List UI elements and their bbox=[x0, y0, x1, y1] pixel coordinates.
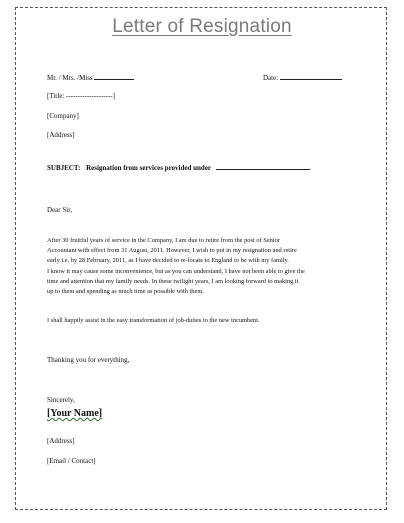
paragraph-line: After 30 fruitful years of service in the Company, I am due to retire from the post of Senior bbox=[47, 237, 280, 244]
subject-label: SUBJECT: bbox=[47, 164, 81, 172]
recipient-label: Mr. / Mrs. /Miss bbox=[47, 74, 93, 82]
paragraph-line: early i.e. by 28 February, 2011, as I have decided to re-locate to England to be with my family. bbox=[47, 257, 289, 265]
date-label: Date: bbox=[263, 74, 279, 82]
paragraph-line: up to them and spending as much time as possible with them. bbox=[47, 288, 204, 296]
salutation: Dear Sir, bbox=[47, 206, 72, 214]
subject-line bbox=[47, 162, 310, 173]
address-field: [Address] bbox=[47, 131, 75, 139]
closing-line: Sincerely, bbox=[47, 396, 75, 404]
your-name bbox=[47, 408, 102, 419]
sender-contact: [Email / Contact] bbox=[47, 457, 96, 465]
paragraph-line: I shall happily assist in the easy transformation of job-duties to the new incumbent. bbox=[47, 317, 260, 324]
sender-address: [Address] bbox=[47, 437, 75, 445]
date-blank[interactable] bbox=[280, 72, 342, 80]
subject-period: . bbox=[308, 164, 311, 172]
date-line bbox=[263, 72, 342, 83]
paragraph-line: Accountant with effect from 31 August, 2011. However, I wish to put in my resignation and retire bbox=[47, 247, 297, 255]
paragraph-line: I know it may cause some inconvenience, but as you can understand, I have not been able to give the bbox=[47, 267, 305, 275]
company-field: [Company] bbox=[47, 112, 79, 120]
thanks-line: Thanking you for everything, bbox=[47, 356, 130, 364]
title-field: [Title: --------------------] bbox=[47, 92, 115, 100]
letter-title: Letter of Resignation bbox=[112, 16, 292, 37]
body-paragraph-2 bbox=[47, 316, 367, 326]
body-paragraph-1 bbox=[47, 236, 367, 297]
recipient-line bbox=[47, 72, 134, 83]
your-name-text: [Your Name] bbox=[47, 408, 103, 419]
subject-text: Resignation from services provided under bbox=[86, 164, 211, 172]
subject-blank[interactable] bbox=[216, 162, 309, 170]
recipient-blank[interactable] bbox=[94, 72, 134, 80]
paragraph-line: time and attention that my family needs. In these twilight years, I am looking forward to making it bbox=[47, 277, 299, 285]
